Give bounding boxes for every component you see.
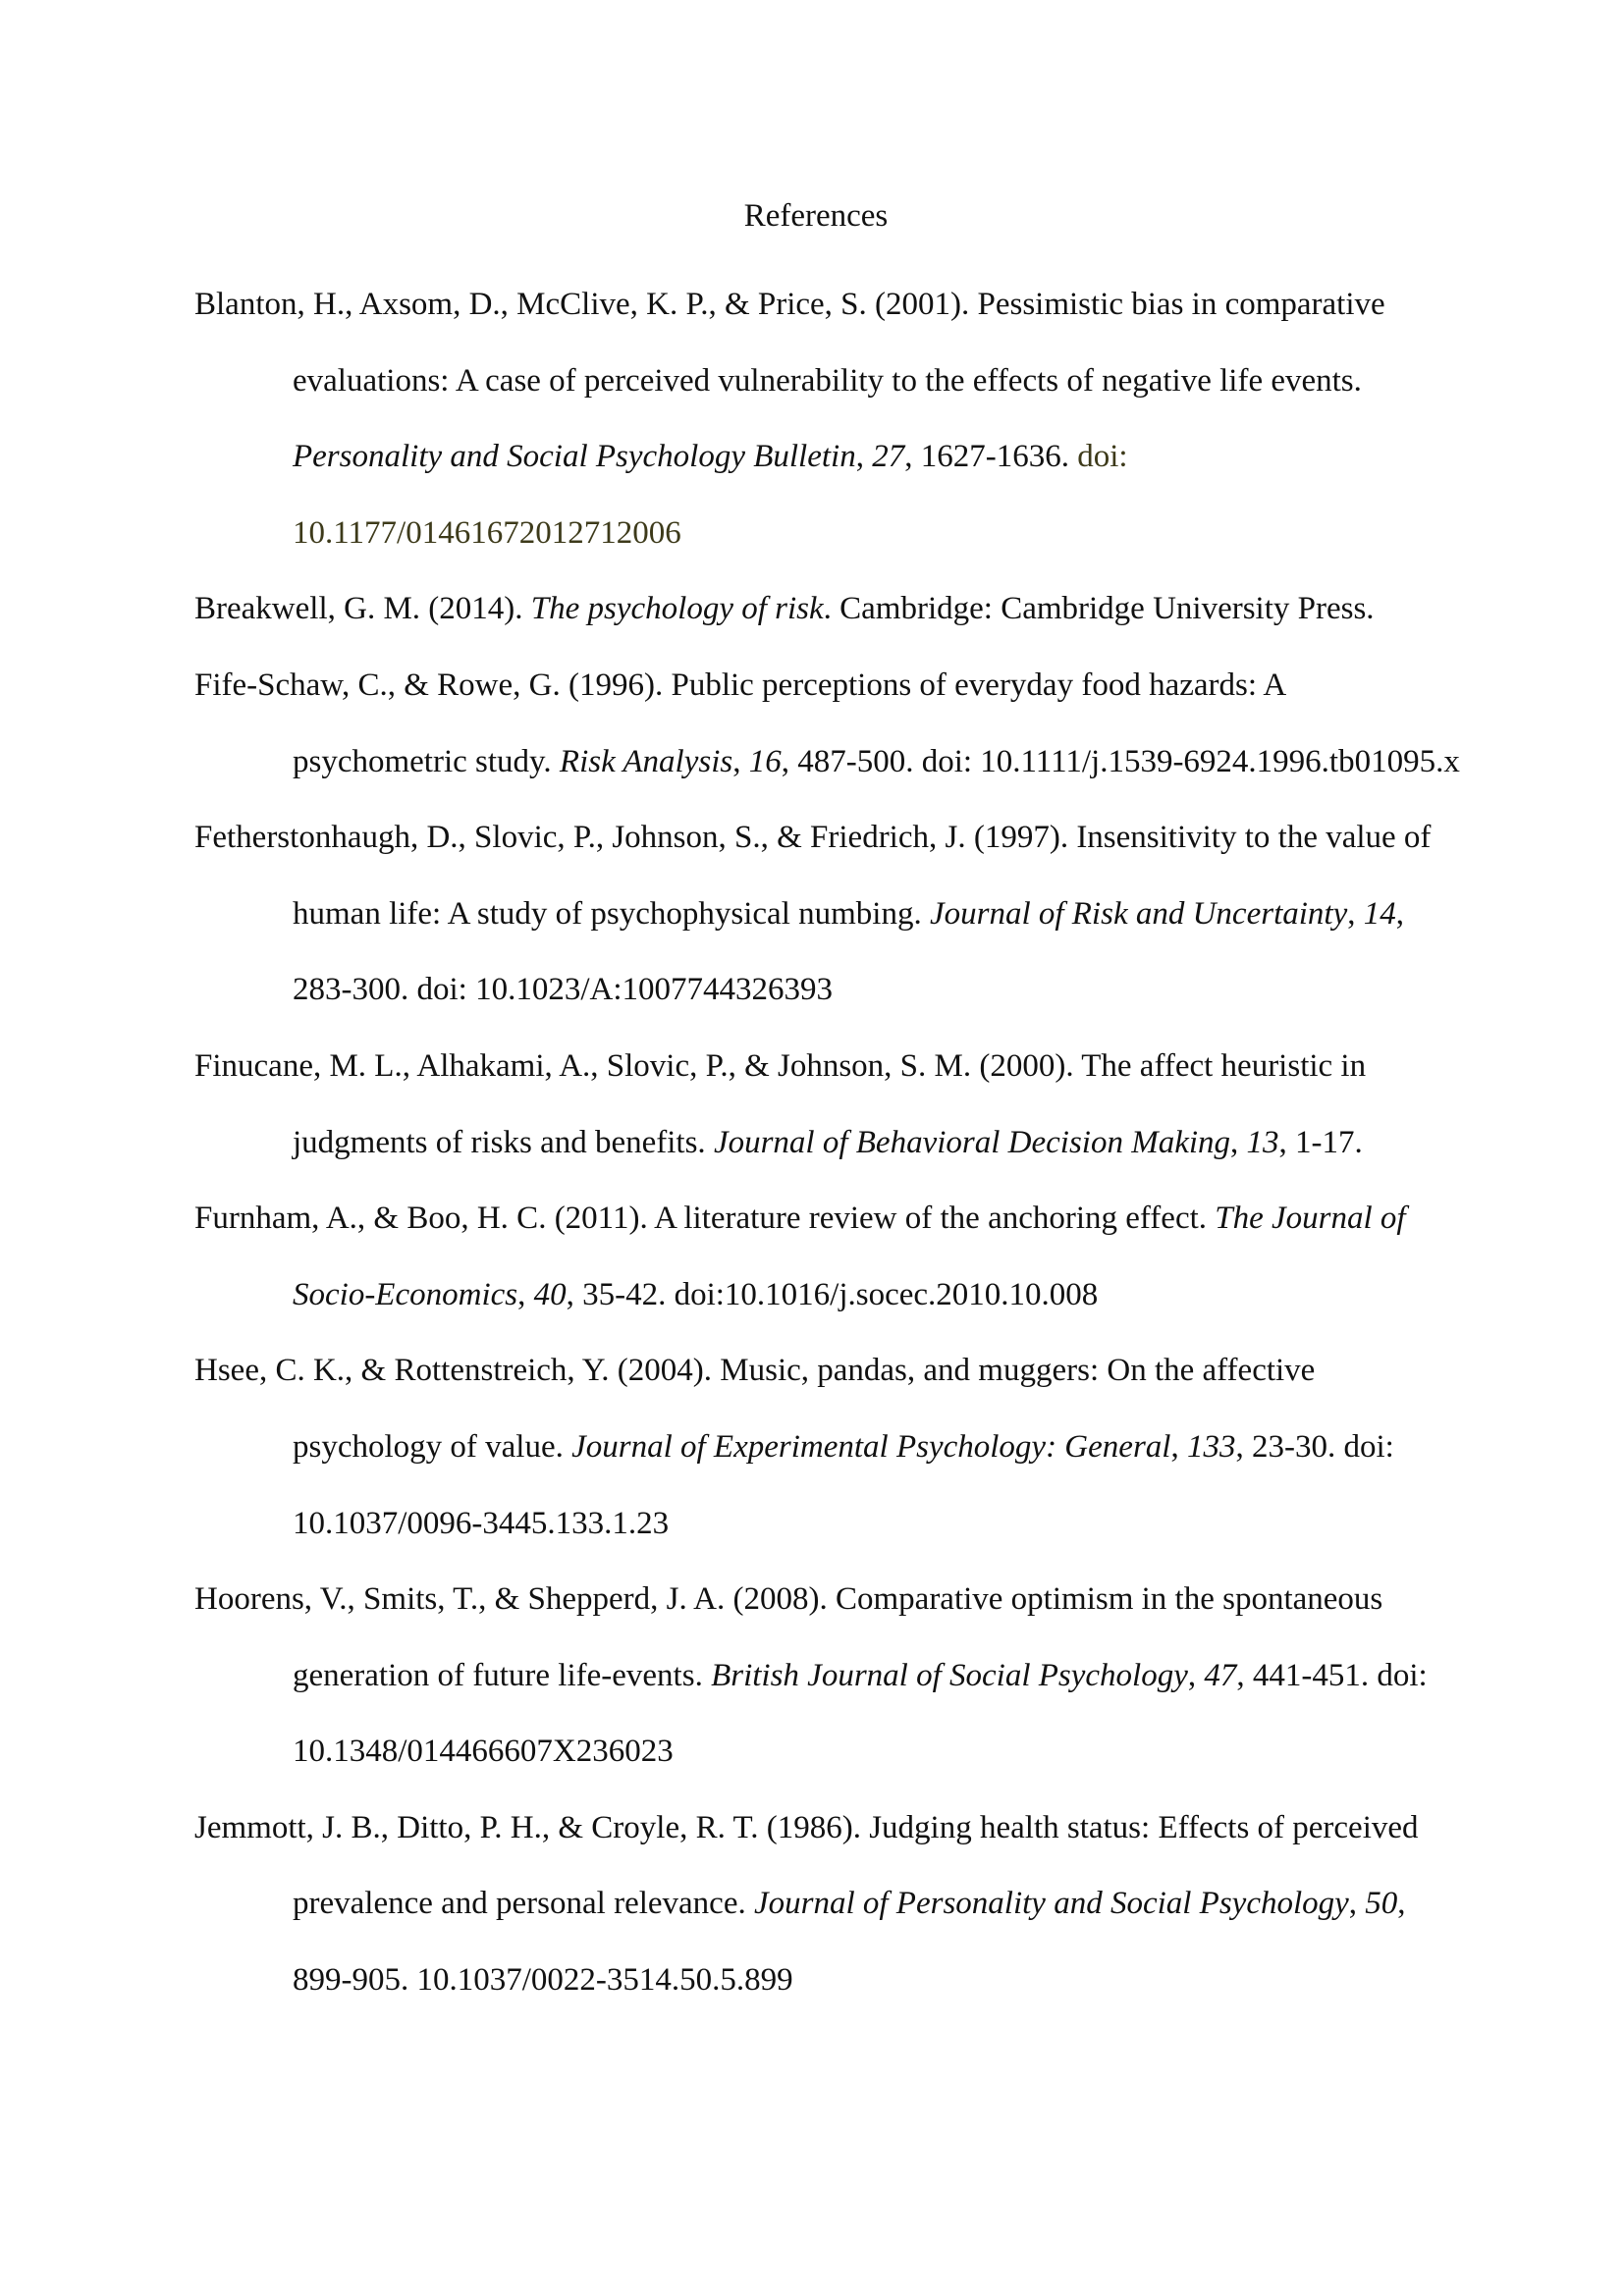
reference-pages: , 487-500. doi: 10.1111/j.1539-6924.1996.tb01095.x xyxy=(781,743,1460,779)
reference-volume: 47 xyxy=(1204,1657,1237,1693)
reference-item xyxy=(194,267,1461,571)
reference-text: Breakwell, G. M. (2014). xyxy=(194,591,531,627)
reference-separator: , xyxy=(1187,1657,1205,1693)
reference-volume: 27 xyxy=(872,439,905,475)
reference-item xyxy=(194,571,1461,648)
reference-text: Hsee, C. K., & Rottenstreich, Y. (2004). Music, pandas, and muggers: On the affective psychology of value. xyxy=(194,1353,1316,1465)
reference-volume: 14 xyxy=(1363,895,1396,932)
reference-pages: , 899-905. 10.1037/0022-3514.50.5.899 xyxy=(293,1886,1406,1999)
reference-text: Finucane, M. L., Alhakami, A., Slovic, P., & Johnson, S. M. (2000). The affect heuristic in judgments of risks and benefits. xyxy=(194,1047,1367,1160)
reference-pages: , 283-300. doi: 10.1023/A:1007744326393 xyxy=(293,895,1404,1008)
reference-item xyxy=(194,1562,1461,1790)
reference-volume: 50 xyxy=(1365,1886,1398,1922)
reference-pages: , 1627-1636. xyxy=(904,439,1078,475)
reference-journal: Risk Analysis xyxy=(559,743,733,779)
reference-separator: , xyxy=(855,439,873,475)
reference-volume: 13 xyxy=(1246,1124,1279,1160)
reference-item xyxy=(194,648,1461,800)
reference-journal: The Journal of Socio-Economics xyxy=(293,1201,1406,1312)
reference-text: Jemmott, J. B., Ditto, P. H., & Croyle, R. T. (1986). Judging health status: Effects of perceived prevalence and personal relevance. xyxy=(194,1809,1419,1922)
reference-volume: 16 xyxy=(748,743,782,779)
reference-separator: , xyxy=(1347,895,1364,932)
reference-separator: , xyxy=(732,743,749,779)
reference-text: Blanton, H., Axsom, D., McClive, K. P., & Price, S. (2001). Pessimistic bias in comparative evaluations: A case of perceived vulnerability to the effects of negative life events. xyxy=(194,287,1385,399)
reference-separator: , xyxy=(1170,1428,1187,1465)
reference-item xyxy=(194,1181,1461,1333)
page-title: References xyxy=(743,198,889,234)
reference-pages: , 1-17. xyxy=(1278,1124,1363,1160)
reference-volume: 133 xyxy=(1186,1428,1236,1465)
reference-pages: , 441-451. doi: 10.1348/014466607X236023 xyxy=(293,1657,1428,1770)
reference-pages: . Cambridge: Cambridge University Press. xyxy=(823,591,1375,627)
reference-separator: , xyxy=(517,1276,534,1312)
reference-journal: British Journal of Social Psychology xyxy=(711,1657,1188,1693)
reference-journal: Journal of Behavioral Decision Making xyxy=(713,1124,1231,1160)
reference-list xyxy=(194,267,1461,2019)
reference-text: Fetherstonhaugh, D., Slovic, P., Johnson, S., & Friedrich, J. (1997). Insensitivity to the value of human life: A study of psychophysical numbing. xyxy=(194,820,1432,932)
reference-text: Furnham, A., & Boo, H. C. (2011). A literature review of the anchoring effect. xyxy=(194,1201,1216,1237)
reference-item xyxy=(194,800,1461,1029)
reference-text: Fife-Schaw, C., & Rowe, G. (1996). Public perceptions of everyday food hazards: A psychometric study. xyxy=(194,667,1285,779)
reference-pages: , 35-42. doi:10.1016/j.socec.2010.10.008 xyxy=(566,1276,1099,1312)
reference-journal: Journal of Personality and Social Psychology xyxy=(753,1886,1349,1922)
reference-item xyxy=(194,1333,1461,1562)
reference-journal: The psychology of risk xyxy=(530,591,824,627)
reference-separator: , xyxy=(1230,1124,1247,1160)
reference-text: Hoorens, V., Smits, T., & Shepperd, J. A. (2008). Comparative optimism in the spontaneous generation of future life-events. xyxy=(194,1581,1383,1693)
reference-volume: 40 xyxy=(533,1276,567,1312)
reference-item xyxy=(194,1790,1461,2019)
reference-journal: Journal of Experimental Psychology: General xyxy=(571,1428,1171,1465)
reference-pages: , 23-30. doi: 10.1037/0096-3445.133.1.23 xyxy=(293,1428,1394,1541)
reference-journal: Personality and Social Psychology Bulletin xyxy=(293,439,856,475)
reference-separator: , xyxy=(1348,1886,1366,1922)
reference-journal: Journal of Risk and Uncertainty xyxy=(929,895,1348,932)
reference-item xyxy=(194,1029,1461,1181)
reference-doi: doi: 10.1177/01461672012712006 xyxy=(293,439,1128,551)
